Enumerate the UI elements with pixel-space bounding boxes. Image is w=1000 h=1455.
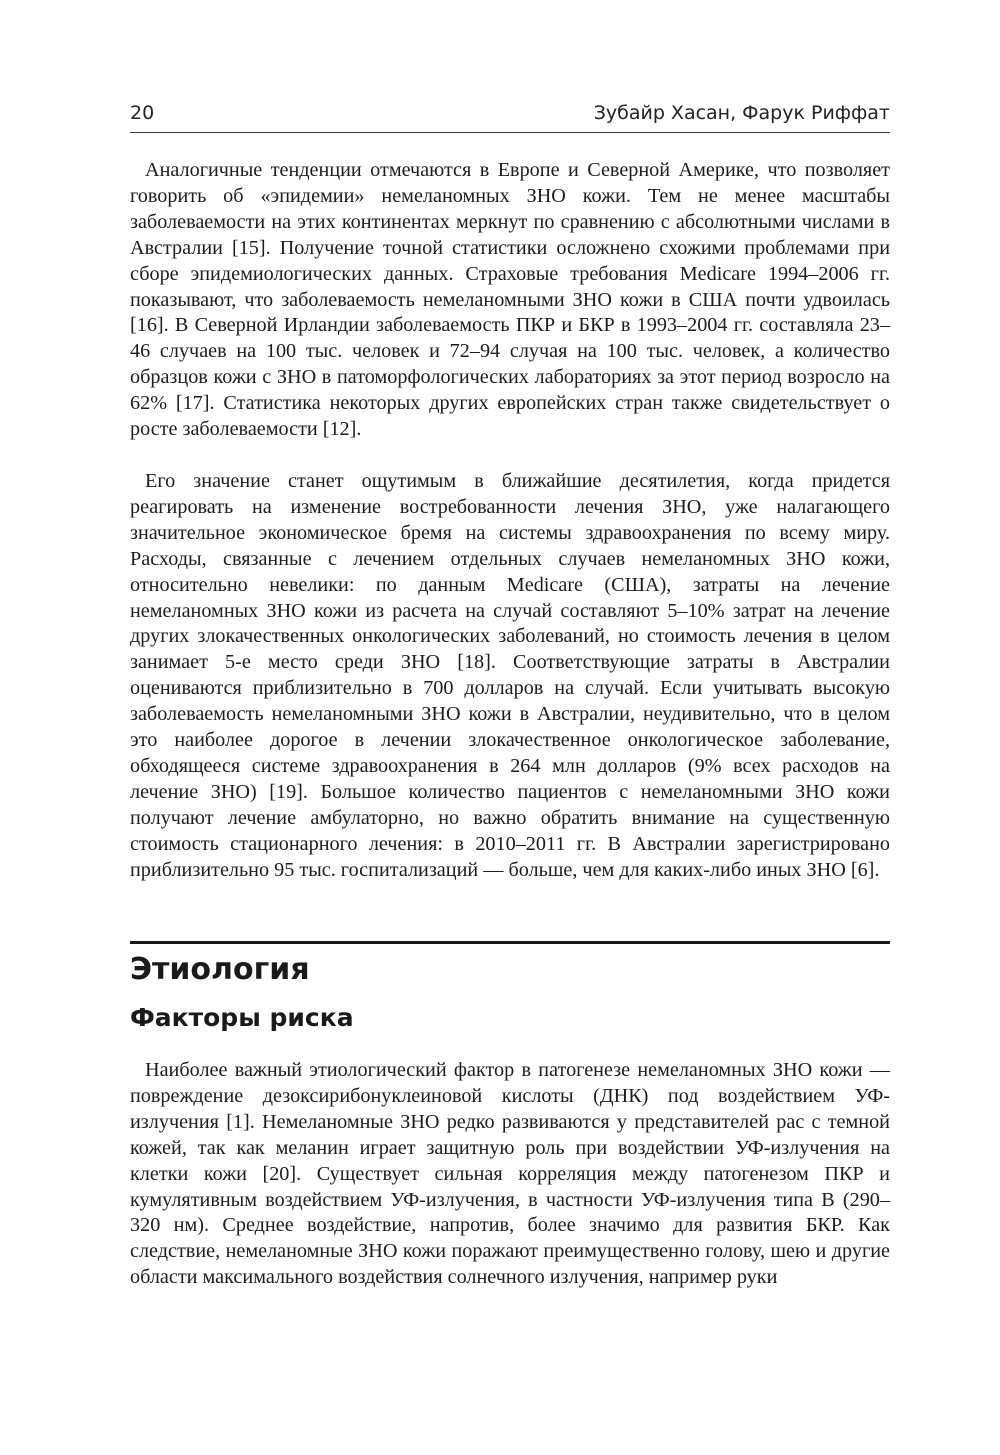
section-divider <box>130 941 890 944</box>
paragraph-risk-factors: Наиболее важный этиологический фактор в патогенезе немеланомных ЗНО кожи — повреждение дезоксирибонуклеиновой кислоты (ДНК) под воздействием УФ-излучения [1]. Немеланомные ЗНО редко развиваются у представителей рас с темной кожей, так как меланин играет защитную роль при воздействии УФ-излучения на клетки кожи [20]. Существует сильная корреляция между патогенезом ПКР и кумулятивным воздействием УФ-излучения, в частности УФ-излучения типа В (290–320 нм). Среднее воздействие, напротив, более значимо для развития БКР. Как следствие, немеланомные ЗНО кожи поражают преимущественно голову, шею и другие области максимального воздействия солнечного излучения, например руки <box>130 1059 890 1289</box>
section-heading-etiology: Этиология <box>130 952 310 987</box>
running-header-authors: Зубайр Хасан, Фарук Риффат <box>593 102 890 124</box>
book-page <box>130 0 890 1455</box>
running-header <box>130 100 890 133</box>
paragraph-epidemiology: Аналогичные тенденции отмечаются в Европе и Северной Америке, что позволяет говорить об «эпидемии» немеланомных ЗНО кожи. Тем не менее масштабы заболеваемости на этих континентах меркнут по сравнению с абсолютными числами в Австралии [15]. Получение точной статистики осложнено схожими проблемами при сборе эпидемиологических данных. Страховые требования Medicare 1994–2006 гг. показывают, что заболеваемость немеланомными ЗНО кожи в США почти удвоилась [16]. В Северной Ирландии заболеваемость ПКР и БКР в 1993–2004 гг. составляла 23–46 случаев на 100 тыс. человек и 72–94 случая на 100 тыс. человек, а количество образцов кожи с ЗНО в патоморфологических лабораториях за этот период возросло на 62% [17]. Статистика некоторых других европейских стран также свидетельствует о росте заболеваемости [12]. <box>130 159 890 441</box>
subheading-risk-factors: Факторы риска <box>130 1003 354 1032</box>
paragraph-costs: Его значение станет ощутимым в ближайшие десятилетия, когда придется реагировать на изменение востребованности лечения ЗНО, уже налагающего значительное экономическое бремя на системы здравоохранения по всему миру. Расходы, связанные с лечением отдельных случаев немеланомных ЗНО кожи, относительно невелики: по данным Medicare (США), затраты на лечение немеланомных ЗНО кожи из расчета на случай составляют 5–10% затрат на лечение других злокачественных онкологических заболеваний, но стоимость лечения в целом занимает 5-е место среди ЗНО [18]. Соответствующие затраты в Австралии оцениваются приблизительно в 700 долларов на случай. Если учитывать высокую заболеваемость немеланомными ЗНО кожи в Австралии, неудивительно, что в целом это наиболее дорогое в лечении злокачественное онкологическое заболевание, обходящееся системе здравоохранения в 264 млн долларов (9% всех расходов на лечение ЗНО) [19]. Большое количество пациентов с немеланомными ЗНО кожи получают лечение амбулаторно, но важно обратить внимание на существенную стоимость стационарного лечения: в 2010–2011 гг. В Австралии зарегистрировано приблизительно 95 тыс. госпитализаций — больше, чем для каких-либо иных ЗНО [6]. <box>130 470 890 881</box>
page-number: 20 <box>130 102 155 124</box>
